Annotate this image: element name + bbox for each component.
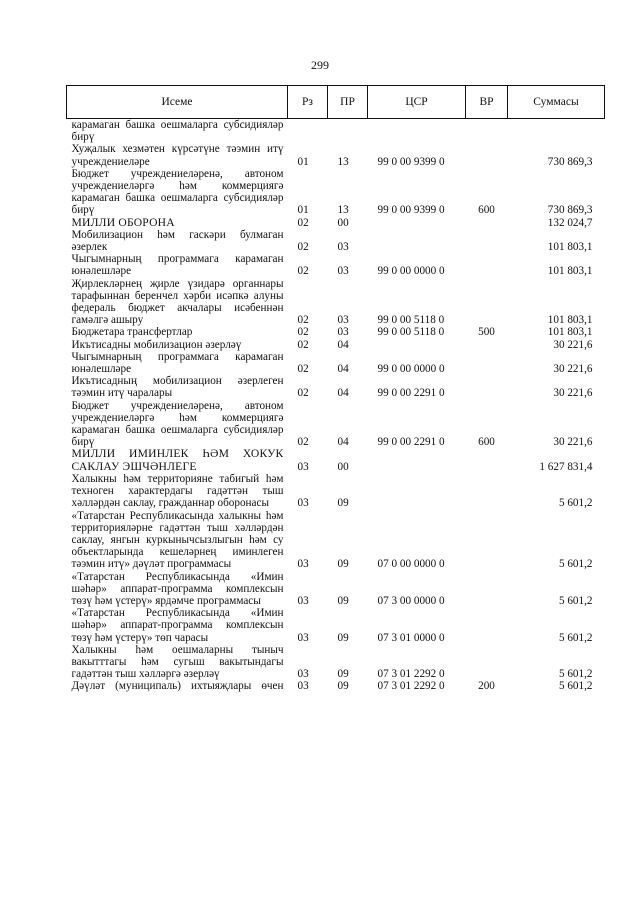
row-csr [368, 119, 466, 144]
row-csr: 07 3 01 2292 0 [377, 668, 445, 681]
row-name: Дәүләт (муниципаль) ихтыяҗлары өчен [71, 680, 284, 693]
row-csr [368, 448, 466, 472]
row-vr [466, 119, 508, 144]
row-pr: 09 [337, 680, 349, 693]
row-vr [466, 339, 508, 351]
row-vr: 600 [478, 204, 495, 217]
row-rz: 03 [297, 680, 309, 693]
row-rz: 02 [297, 436, 309, 449]
row-csr: 99 0 00 5118 0 [377, 314, 445, 327]
row-vr: 500 [478, 326, 495, 339]
row-csr: 07 3 01 2292 0 [377, 680, 445, 693]
row-csr [368, 217, 466, 229]
table-row [67, 119, 605, 144]
row-csr: 99 0 00 2291 0 [377, 387, 445, 400]
table-row [67, 400, 605, 449]
table-row [67, 168, 605, 217]
header-pr: ПР [328, 86, 368, 119]
row-name: Икътисадның мобилизацион әзерлеген тәэмин итү чаралары [71, 375, 284, 400]
row-rz [288, 119, 328, 144]
row-name: Халыкны һәм оешмаларны тыныч вакытттагы һәм сугыш вакытындагы гадәттән тыш хәлләргә әзерләү [71, 643, 284, 681]
row-name: «Татарстан Республикасында «Имин шәһәр» аппарат-программа комплексын төзү һәм үстерү» ярдәмче программасы [71, 570, 284, 607]
table-row [67, 473, 605, 510]
row-vr: 200 [478, 680, 495, 693]
row-csr: 99 0 00 9399 0 [377, 155, 445, 168]
row-name: Мобилизацион һәм гаскәри булмаган әзерлек [71, 228, 284, 254]
header-sum: Суммасы [508, 86, 605, 119]
table-header [67, 86, 605, 119]
row-sum: 5 601,2 [558, 680, 593, 693]
row-name: Чыгымнарның программага карамаган юнәлешләре [71, 350, 284, 376]
row-pr: 04 [337, 338, 349, 351]
row-sum: 5 601,2 [558, 558, 593, 571]
row-pr: 09 [337, 668, 349, 681]
row-csr [368, 229, 466, 253]
table-row [67, 326, 605, 338]
row-rz: 02 [297, 241, 309, 254]
budget-table [66, 85, 605, 693]
table-row [67, 339, 605, 351]
row-csr: 99 0 00 9399 0 [377, 204, 445, 217]
row-rz: 03 [297, 558, 309, 571]
row-pr: 04 [337, 387, 349, 400]
row-rz: 02 [297, 387, 309, 400]
row-csr: 99 0 00 5118 0 [377, 326, 445, 339]
row-sum: 30 221,6 [553, 363, 593, 376]
row-rz: 03 [297, 631, 309, 644]
header-csr: ЦСР [368, 86, 466, 119]
row-csr: 99 0 00 2291 0 [377, 436, 445, 449]
row-rz: 03 [297, 594, 309, 607]
row-vr [466, 278, 508, 327]
row-pr: 00 [337, 216, 349, 229]
row-name: Хуҗалык хезмәтен күрсәтүне тәэмин итү учреждениеләре [71, 143, 284, 168]
row-name: Бюджет учреждениеләренә, автоном учреждениеләргә һәм коммерциягә карамаган башка оешмаларга субсидияләр бирү [71, 167, 284, 217]
row-csr: 99 0 00 0000 0 [377, 265, 445, 278]
row-pr: 03 [337, 265, 349, 278]
row-sum: 132 024,7 [547, 216, 593, 229]
row-sum: 30 221,6 [553, 436, 593, 449]
row-pr: 03 [337, 241, 349, 254]
table-row [67, 351, 605, 375]
row-vr [466, 351, 508, 375]
row-csr: 99 0 00 0000 0 [377, 363, 445, 376]
row-sum: 101 803,1 [547, 314, 593, 327]
table-row [67, 644, 605, 681]
row-csr [368, 473, 466, 510]
table-body [67, 119, 605, 693]
row-vr [466, 473, 508, 510]
header-vr: ВР [466, 86, 508, 119]
table-row [67, 229, 605, 253]
row-name: Халыкны һәм территорияне табигый һәм техноген характердагы гадәттән тыш хәлләрдән саклау, гражданнар оборонасы [71, 472, 284, 510]
table-row [67, 253, 605, 277]
row-pr: 09 [337, 594, 349, 607]
table-row [67, 510, 605, 571]
row-name: Бюджетара трансфертлар [71, 326, 193, 339]
row-csr: 07 3 00 0000 0 [377, 594, 445, 607]
table-row [67, 143, 605, 167]
row-rz: 02 [297, 314, 309, 327]
row-sum: 1 627 831,4 [539, 460, 593, 473]
row-sum: 730 869,3 [547, 204, 593, 217]
row-sum: 101 803,1 [547, 241, 593, 254]
row-vr [466, 229, 508, 253]
row-pr: 13 [337, 155, 349, 168]
table-row [67, 607, 605, 644]
header-name: Исеме [67, 86, 288, 119]
row-name: МИЛЛИ ОБОРОНА [71, 215, 175, 229]
row-pr: 09 [337, 631, 349, 644]
row-pr: 13 [337, 204, 349, 217]
row-sum: 30 221,6 [553, 387, 593, 400]
row-sum: 101 803,1 [547, 265, 593, 278]
row-pr: 04 [337, 363, 349, 376]
row-sum: 30 221,6 [553, 338, 593, 351]
row-rz: 03 [297, 460, 309, 473]
row-pr: 04 [337, 436, 349, 449]
table-row [67, 278, 605, 327]
row-name: Икътисадны мобилизацион әзерләү [71, 338, 242, 351]
row-name: «Татарстан Республикасында халыкны һәм территорияләрне гадәттән тыш хәлләрдән саклау, янгын куркынычсызлыгын һәм су объектларында кешеләрнең иминлеген тәэмин итү» дәүләт программасы [71, 509, 284, 571]
row-vr [466, 510, 508, 571]
table-row [67, 375, 605, 399]
row-sum: 730 869,3 [547, 155, 593, 168]
row-rz: 01 [297, 155, 309, 168]
row-name: карамаган башка оешмаларга субсидияләр бирү [71, 119, 284, 144]
row-vr [466, 217, 508, 229]
row-rz: 02 [297, 265, 309, 278]
row-name: Чыгымнарның программага карамаган юнәлешләре [71, 253, 284, 278]
row-csr: 07 0 00 0000 0 [377, 558, 445, 571]
row-vr [466, 143, 508, 167]
row-pr [328, 119, 368, 144]
row-sum: 5 601,2 [558, 631, 593, 644]
page-number: 299 [311, 58, 329, 72]
row-name: «Татарстан Республикасында «Имин шәһәр» аппарат-программа комплексын төзү һәм үстерү» төп чарасы [71, 607, 284, 644]
row-vr [466, 448, 508, 472]
table-row [67, 680, 605, 692]
table-row [67, 217, 605, 229]
row-rz: 02 [297, 363, 309, 376]
table-row [67, 448, 605, 472]
row-name: Җирлекләрнең җирле үзидарә органнары тарафыннан беренчел хәрби исәпкә алуны федераль бюджет акчалары исәбеннән гамәлгә ашыру [71, 277, 284, 327]
row-rz: 02 [297, 326, 309, 339]
row-rz: 03 [297, 497, 309, 510]
row-sum: 101 803,1 [547, 326, 593, 339]
row-pr: 00 [337, 460, 349, 473]
row-vr [466, 253, 508, 277]
row-csr [368, 339, 466, 351]
table-row [67, 571, 605, 608]
row-sum [508, 119, 605, 144]
row-vr [466, 571, 508, 608]
row-pr: 09 [337, 558, 349, 571]
row-sum: 5 601,2 [558, 594, 593, 607]
header-rz: Рз [288, 86, 328, 119]
row-sum: 5 601,2 [558, 668, 593, 681]
row-name: МИЛЛИ ИМИНЛЕК ҺӘМ ХОКУК САКЛАУ ЭШЧӘНЛЕГЕ [71, 447, 284, 473]
row-rz: 01 [297, 204, 309, 217]
row-vr: 600 [478, 436, 495, 449]
row-pr: 09 [337, 497, 349, 510]
row-pr: 03 [337, 326, 349, 339]
row-vr [466, 607, 508, 644]
row-rz: 03 [297, 668, 309, 681]
row-rz: 02 [297, 216, 309, 229]
row-pr: 03 [337, 314, 349, 327]
row-csr: 07 3 01 0000 0 [377, 631, 445, 644]
row-vr [466, 644, 508, 681]
row-rz: 02 [297, 338, 309, 351]
row-vr [466, 375, 508, 399]
row-name: Бюджет учреждениеләренә, автоном учреждениеләргә һәм коммерциягә карамаган башка оешмаларга субсидияләр бирү [71, 399, 284, 449]
row-sum: 5 601,2 [558, 497, 593, 510]
